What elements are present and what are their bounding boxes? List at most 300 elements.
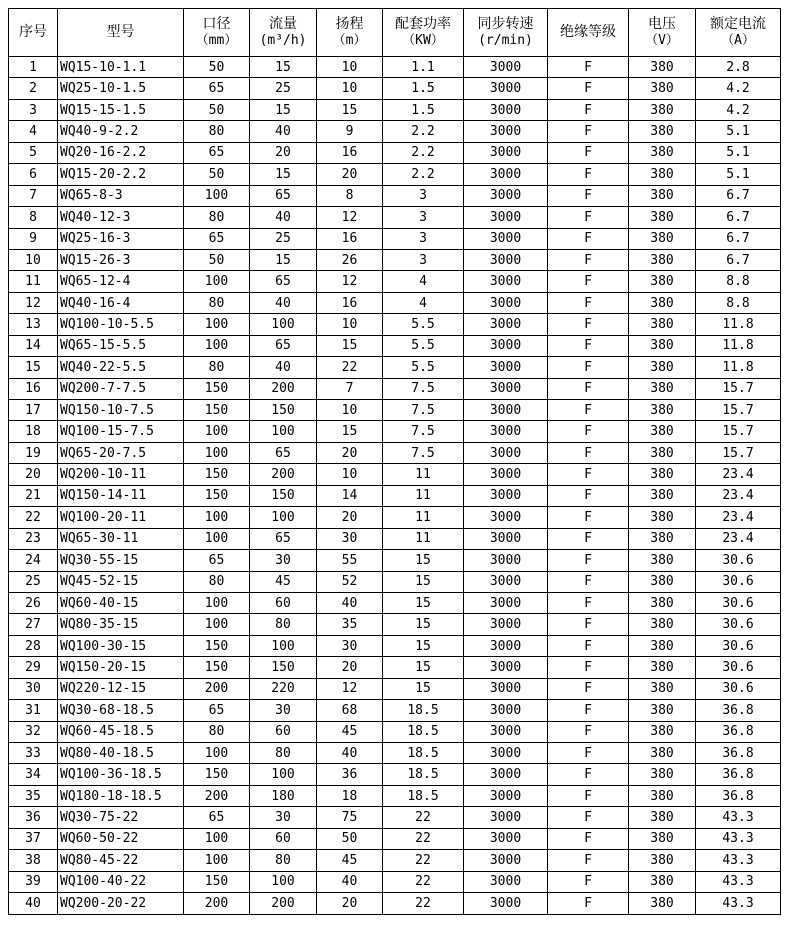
cell-flow: 100 bbox=[250, 635, 317, 656]
cell-seq: 34 bbox=[9, 764, 58, 785]
cell-diameter: 65 bbox=[184, 142, 250, 163]
cell-diameter: 100 bbox=[184, 528, 250, 549]
table-row bbox=[9, 507, 781, 528]
cell-flow: 40 bbox=[250, 357, 317, 378]
cell-head: 20 bbox=[317, 507, 383, 528]
cell-seq: 23 bbox=[9, 528, 58, 549]
cell-model: WQ200-10-11 bbox=[58, 464, 184, 485]
cell-current: 30.6 bbox=[696, 614, 781, 635]
cell-voltage: 380 bbox=[629, 78, 696, 99]
cell-speed: 3000 bbox=[464, 828, 548, 849]
cell-speed: 3000 bbox=[464, 357, 548, 378]
header-head bbox=[317, 9, 383, 57]
cell-head: 36 bbox=[317, 764, 383, 785]
cell-head: 26 bbox=[317, 249, 383, 270]
cell-seq: 28 bbox=[9, 635, 58, 656]
table-row bbox=[9, 764, 781, 785]
cell-model: WQ45-52-15 bbox=[58, 571, 184, 592]
cell-voltage: 380 bbox=[629, 528, 696, 549]
cell-diameter: 150 bbox=[184, 871, 250, 892]
cell-seq: 27 bbox=[9, 614, 58, 635]
cell-diameter: 65 bbox=[184, 700, 250, 721]
cell-head: 68 bbox=[317, 700, 383, 721]
cell-head: 20 bbox=[317, 164, 383, 185]
cell-current: 43.3 bbox=[696, 828, 781, 849]
cell-diameter: 200 bbox=[184, 785, 250, 806]
cell-insulation: F bbox=[548, 871, 629, 892]
header-label-power: 配套功率 bbox=[395, 16, 451, 32]
header-speed bbox=[464, 9, 548, 57]
cell-model: WQ65-20-7.5 bbox=[58, 442, 184, 463]
cell-power: 2.2 bbox=[383, 164, 464, 185]
cell-speed: 3000 bbox=[464, 700, 548, 721]
cell-model: WQ150-10-7.5 bbox=[58, 400, 184, 421]
cell-head: 12 bbox=[317, 207, 383, 228]
cell-model: WQ40-9-2.2 bbox=[58, 121, 184, 142]
cell-head: 16 bbox=[317, 228, 383, 249]
cell-voltage: 380 bbox=[629, 314, 696, 335]
table-row bbox=[9, 185, 781, 206]
header-current bbox=[696, 9, 781, 57]
cell-voltage: 380 bbox=[629, 464, 696, 485]
table-row bbox=[9, 78, 781, 99]
cell-current: 2.8 bbox=[696, 57, 781, 78]
cell-power: 1.1 bbox=[383, 57, 464, 78]
cell-speed: 3000 bbox=[464, 571, 548, 592]
cell-voltage: 380 bbox=[629, 421, 696, 442]
cell-speed: 3000 bbox=[464, 764, 548, 785]
cell-flow: 65 bbox=[250, 185, 317, 206]
cell-power: 22 bbox=[383, 807, 464, 828]
cell-voltage: 380 bbox=[629, 185, 696, 206]
cell-power: 3 bbox=[383, 207, 464, 228]
cell-power: 5.5 bbox=[383, 335, 464, 356]
cell-head: 16 bbox=[317, 292, 383, 313]
cell-flow: 40 bbox=[250, 207, 317, 228]
cell-flow: 15 bbox=[250, 164, 317, 185]
cell-speed: 3000 bbox=[464, 378, 548, 399]
cell-insulation: F bbox=[548, 764, 629, 785]
cell-model: WQ80-40-18.5 bbox=[58, 743, 184, 764]
cell-head: 75 bbox=[317, 807, 383, 828]
cell-voltage: 380 bbox=[629, 507, 696, 528]
cell-voltage: 380 bbox=[629, 721, 696, 742]
cell-current: 36.8 bbox=[696, 700, 781, 721]
cell-current: 4.2 bbox=[696, 99, 781, 120]
cell-model: WQ20-16-2.2 bbox=[58, 142, 184, 163]
cell-model: WQ65-12-4 bbox=[58, 271, 184, 292]
cell-power: 7.5 bbox=[383, 421, 464, 442]
cell-seq: 15 bbox=[9, 357, 58, 378]
header-label-diameter: 口径 bbox=[202, 16, 231, 32]
cell-seq: 13 bbox=[9, 314, 58, 335]
cell-head: 12 bbox=[317, 271, 383, 292]
cell-diameter: 100 bbox=[184, 185, 250, 206]
cell-voltage: 380 bbox=[629, 57, 696, 78]
cell-current: 43.3 bbox=[696, 807, 781, 828]
cell-seq: 14 bbox=[9, 335, 58, 356]
cell-insulation: F bbox=[548, 400, 629, 421]
cell-seq: 29 bbox=[9, 657, 58, 678]
cell-seq: 4 bbox=[9, 121, 58, 142]
cell-head: 55 bbox=[317, 550, 383, 571]
cell-head: 10 bbox=[317, 464, 383, 485]
table-row bbox=[9, 357, 781, 378]
cell-current: 43.3 bbox=[696, 893, 781, 914]
cell-flow: 180 bbox=[250, 785, 317, 806]
cell-flow: 80 bbox=[250, 743, 317, 764]
cell-power: 22 bbox=[383, 893, 464, 914]
cell-model: WQ100-15-7.5 bbox=[58, 421, 184, 442]
cell-head: 15 bbox=[317, 99, 383, 120]
table-header bbox=[9, 9, 781, 57]
cell-insulation: F bbox=[548, 657, 629, 678]
cell-flow: 60 bbox=[250, 721, 317, 742]
cell-diameter: 80 bbox=[184, 121, 250, 142]
table-row bbox=[9, 314, 781, 335]
cell-model: WQ200-20-22 bbox=[58, 893, 184, 914]
cell-voltage: 380 bbox=[629, 207, 696, 228]
cell-insulation: F bbox=[548, 421, 629, 442]
header-label-seq: 序号 bbox=[19, 24, 47, 40]
cell-diameter: 65 bbox=[184, 807, 250, 828]
cell-model: WQ60-50-22 bbox=[58, 828, 184, 849]
table-row bbox=[9, 142, 781, 163]
header-label-insulation: 绝缘等级 bbox=[560, 24, 616, 40]
cell-seq: 18 bbox=[9, 421, 58, 442]
cell-seq: 40 bbox=[9, 893, 58, 914]
cell-power: 11 bbox=[383, 485, 464, 506]
cell-current: 11.8 bbox=[696, 357, 781, 378]
cell-insulation: F bbox=[548, 528, 629, 549]
cell-insulation: F bbox=[548, 164, 629, 185]
cell-voltage: 380 bbox=[629, 378, 696, 399]
cell-head: 20 bbox=[317, 657, 383, 678]
cell-insulation: F bbox=[548, 592, 629, 613]
cell-power: 15 bbox=[383, 614, 464, 635]
cell-head: 30 bbox=[317, 528, 383, 549]
cell-model: WQ65-15-5.5 bbox=[58, 335, 184, 356]
cell-flow: 65 bbox=[250, 528, 317, 549]
cell-flow: 100 bbox=[250, 507, 317, 528]
cell-flow: 80 bbox=[250, 614, 317, 635]
cell-insulation: F bbox=[548, 828, 629, 849]
cell-power: 1.5 bbox=[383, 78, 464, 99]
cell-insulation: F bbox=[548, 807, 629, 828]
cell-flow: 100 bbox=[250, 421, 317, 442]
table-row bbox=[9, 871, 781, 892]
cell-head: 10 bbox=[317, 57, 383, 78]
cell-model: WQ65-30-11 bbox=[58, 528, 184, 549]
table-row bbox=[9, 571, 781, 592]
cell-current: 30.6 bbox=[696, 592, 781, 613]
cell-current: 30.6 bbox=[696, 635, 781, 656]
cell-speed: 3000 bbox=[464, 464, 548, 485]
cell-speed: 3000 bbox=[464, 99, 548, 120]
table-row bbox=[9, 121, 781, 142]
cell-diameter: 65 bbox=[184, 78, 250, 99]
cell-speed: 3000 bbox=[464, 743, 548, 764]
cell-current: 23.4 bbox=[696, 507, 781, 528]
cell-voltage: 380 bbox=[629, 142, 696, 163]
table-row bbox=[9, 228, 781, 249]
cell-flow: 15 bbox=[250, 99, 317, 120]
table-row bbox=[9, 893, 781, 914]
cell-current: 15.7 bbox=[696, 378, 781, 399]
cell-diameter: 150 bbox=[184, 657, 250, 678]
cell-flow: 25 bbox=[250, 228, 317, 249]
cell-voltage: 380 bbox=[629, 614, 696, 635]
cell-flow: 100 bbox=[250, 314, 317, 335]
cell-power: 2.2 bbox=[383, 121, 464, 142]
cell-seq: 5 bbox=[9, 142, 58, 163]
table-row bbox=[9, 850, 781, 871]
header-unit-voltage: （V） bbox=[645, 33, 679, 48]
cell-seq: 10 bbox=[9, 249, 58, 270]
cell-seq: 24 bbox=[9, 550, 58, 571]
cell-diameter: 100 bbox=[184, 507, 250, 528]
cell-head: 52 bbox=[317, 571, 383, 592]
cell-current: 6.7 bbox=[696, 228, 781, 249]
cell-diameter: 150 bbox=[184, 400, 250, 421]
cell-model: WQ40-22-5.5 bbox=[58, 357, 184, 378]
cell-diameter: 80 bbox=[184, 292, 250, 313]
cell-insulation: F bbox=[548, 785, 629, 806]
cell-power: 15 bbox=[383, 592, 464, 613]
cell-seq: 33 bbox=[9, 743, 58, 764]
cell-diameter: 100 bbox=[184, 743, 250, 764]
cell-model: WQ150-20-15 bbox=[58, 657, 184, 678]
cell-diameter: 50 bbox=[184, 99, 250, 120]
table-row bbox=[9, 592, 781, 613]
header-power bbox=[383, 9, 464, 57]
cell-current: 5.1 bbox=[696, 121, 781, 142]
cell-insulation: F bbox=[548, 314, 629, 335]
cell-flow: 40 bbox=[250, 121, 317, 142]
cell-voltage: 380 bbox=[629, 571, 696, 592]
cell-current: 4.2 bbox=[696, 78, 781, 99]
table-row bbox=[9, 721, 781, 742]
cell-seq: 1 bbox=[9, 57, 58, 78]
cell-speed: 3000 bbox=[464, 164, 548, 185]
cell-power: 2.2 bbox=[383, 142, 464, 163]
cell-diameter: 100 bbox=[184, 850, 250, 871]
cell-current: 36.8 bbox=[696, 785, 781, 806]
table-row bbox=[9, 57, 781, 78]
cell-voltage: 380 bbox=[629, 871, 696, 892]
cell-voltage: 380 bbox=[629, 743, 696, 764]
cell-flow: 65 bbox=[250, 335, 317, 356]
cell-seq: 12 bbox=[9, 292, 58, 313]
pump-spec-table bbox=[8, 8, 781, 915]
cell-voltage: 380 bbox=[629, 292, 696, 313]
cell-model: WQ65-8-3 bbox=[58, 185, 184, 206]
cell-insulation: F bbox=[548, 464, 629, 485]
cell-diameter: 80 bbox=[184, 207, 250, 228]
cell-diameter: 100 bbox=[184, 614, 250, 635]
cell-voltage: 380 bbox=[629, 485, 696, 506]
cell-head: 18 bbox=[317, 785, 383, 806]
cell-diameter: 150 bbox=[184, 485, 250, 506]
cell-head: 20 bbox=[317, 893, 383, 914]
table-row bbox=[9, 485, 781, 506]
cell-diameter: 50 bbox=[184, 249, 250, 270]
cell-speed: 3000 bbox=[464, 528, 548, 549]
cell-seq: 19 bbox=[9, 442, 58, 463]
cell-insulation: F bbox=[548, 442, 629, 463]
cell-power: 22 bbox=[383, 828, 464, 849]
cell-seq: 36 bbox=[9, 807, 58, 828]
cell-diameter: 100 bbox=[184, 271, 250, 292]
header-insulation bbox=[548, 9, 629, 57]
table-header-row bbox=[9, 9, 781, 57]
cell-head: 45 bbox=[317, 721, 383, 742]
cell-flow: 15 bbox=[250, 249, 317, 270]
cell-current: 23.4 bbox=[696, 464, 781, 485]
cell-insulation: F bbox=[548, 142, 629, 163]
cell-diameter: 150 bbox=[184, 635, 250, 656]
cell-current: 43.3 bbox=[696, 850, 781, 871]
cell-model: WQ180-18-18.5 bbox=[58, 785, 184, 806]
cell-model: WQ220-12-15 bbox=[58, 678, 184, 699]
cell-insulation: F bbox=[548, 271, 629, 292]
cell-diameter: 65 bbox=[184, 228, 250, 249]
header-label-speed: 同步转速 bbox=[477, 16, 534, 32]
cell-flow: 20 bbox=[250, 142, 317, 163]
header-label-voltage: 电压 bbox=[648, 16, 676, 32]
table-row bbox=[9, 249, 781, 270]
cell-model: WQ40-16-4 bbox=[58, 292, 184, 313]
cell-seq: 22 bbox=[9, 507, 58, 528]
cell-head: 12 bbox=[317, 678, 383, 699]
cell-diameter: 100 bbox=[184, 314, 250, 335]
cell-diameter: 100 bbox=[184, 442, 250, 463]
cell-flow: 25 bbox=[250, 78, 317, 99]
cell-flow: 200 bbox=[250, 378, 317, 399]
cell-seq: 17 bbox=[9, 400, 58, 421]
header-unit-flow: (m³/h) bbox=[259, 33, 307, 48]
cell-speed: 3000 bbox=[464, 485, 548, 506]
cell-speed: 3000 bbox=[464, 249, 548, 270]
table-row bbox=[9, 207, 781, 228]
cell-current: 30.6 bbox=[696, 678, 781, 699]
cell-speed: 3000 bbox=[464, 121, 548, 142]
cell-diameter: 80 bbox=[184, 357, 250, 378]
cell-power: 18.5 bbox=[383, 721, 464, 742]
cell-insulation: F bbox=[548, 550, 629, 571]
table-row bbox=[9, 400, 781, 421]
cell-seq: 21 bbox=[9, 485, 58, 506]
cell-power: 4 bbox=[383, 271, 464, 292]
cell-voltage: 380 bbox=[629, 550, 696, 571]
cell-power: 22 bbox=[383, 850, 464, 871]
cell-flow: 150 bbox=[250, 657, 317, 678]
header-unit-current: （A） bbox=[721, 33, 755, 48]
cell-seq: 32 bbox=[9, 721, 58, 742]
table-row bbox=[9, 657, 781, 678]
cell-voltage: 380 bbox=[629, 657, 696, 678]
cell-flow: 200 bbox=[250, 893, 317, 914]
cell-speed: 3000 bbox=[464, 678, 548, 699]
cell-diameter: 200 bbox=[184, 678, 250, 699]
cell-speed: 3000 bbox=[464, 893, 548, 914]
cell-insulation: F bbox=[548, 635, 629, 656]
cell-flow: 30 bbox=[250, 550, 317, 571]
cell-seq: 37 bbox=[9, 828, 58, 849]
cell-diameter: 50 bbox=[184, 57, 250, 78]
cell-insulation: F bbox=[548, 743, 629, 764]
cell-power: 3 bbox=[383, 185, 464, 206]
header-diameter bbox=[184, 9, 250, 57]
cell-seq: 8 bbox=[9, 207, 58, 228]
cell-current: 6.7 bbox=[696, 185, 781, 206]
cell-diameter: 65 bbox=[184, 550, 250, 571]
header-unit-power: （KW） bbox=[402, 33, 444, 48]
table-row bbox=[9, 528, 781, 549]
cell-speed: 3000 bbox=[464, 271, 548, 292]
cell-power: 18.5 bbox=[383, 743, 464, 764]
cell-speed: 3000 bbox=[464, 314, 548, 335]
cell-voltage: 380 bbox=[629, 442, 696, 463]
table-row bbox=[9, 678, 781, 699]
cell-insulation: F bbox=[548, 507, 629, 528]
cell-diameter: 100 bbox=[184, 592, 250, 613]
cell-model: WQ100-30-15 bbox=[58, 635, 184, 656]
cell-speed: 3000 bbox=[464, 550, 548, 571]
cell-flow: 65 bbox=[250, 271, 317, 292]
cell-flow: 150 bbox=[250, 400, 317, 421]
cell-diameter: 100 bbox=[184, 828, 250, 849]
cell-current: 11.8 bbox=[696, 335, 781, 356]
cell-flow: 150 bbox=[250, 485, 317, 506]
cell-current: 15.7 bbox=[696, 421, 781, 442]
cell-head: 10 bbox=[317, 400, 383, 421]
cell-seq: 26 bbox=[9, 592, 58, 613]
cell-seq: 25 bbox=[9, 571, 58, 592]
cell-seq: 11 bbox=[9, 271, 58, 292]
cell-seq: 30 bbox=[9, 678, 58, 699]
cell-current: 8.8 bbox=[696, 271, 781, 292]
cell-head: 10 bbox=[317, 78, 383, 99]
cell-model: WQ100-36-18.5 bbox=[58, 764, 184, 785]
cell-head: 50 bbox=[317, 828, 383, 849]
cell-head: 40 bbox=[317, 871, 383, 892]
cell-speed: 3000 bbox=[464, 635, 548, 656]
cell-speed: 3000 bbox=[464, 335, 548, 356]
cell-seq: 7 bbox=[9, 185, 58, 206]
cell-flow: 30 bbox=[250, 807, 317, 828]
cell-diameter: 50 bbox=[184, 164, 250, 185]
cell-voltage: 380 bbox=[629, 121, 696, 142]
cell-model: WQ30-68-18.5 bbox=[58, 700, 184, 721]
cell-insulation: F bbox=[548, 335, 629, 356]
cell-head: 35 bbox=[317, 614, 383, 635]
header-unit-speed: (r/min) bbox=[478, 33, 533, 48]
cell-power: 7.5 bbox=[383, 442, 464, 463]
cell-insulation: F bbox=[548, 378, 629, 399]
cell-power: 15 bbox=[383, 657, 464, 678]
cell-flow: 100 bbox=[250, 764, 317, 785]
cell-flow: 60 bbox=[250, 828, 317, 849]
cell-model: WQ15-26-3 bbox=[58, 249, 184, 270]
cell-insulation: F bbox=[548, 228, 629, 249]
cell-voltage: 380 bbox=[629, 828, 696, 849]
cell-power: 15 bbox=[383, 635, 464, 656]
cell-power: 3 bbox=[383, 228, 464, 249]
cell-diameter: 80 bbox=[184, 721, 250, 742]
cell-speed: 3000 bbox=[464, 207, 548, 228]
cell-head: 7 bbox=[317, 378, 383, 399]
